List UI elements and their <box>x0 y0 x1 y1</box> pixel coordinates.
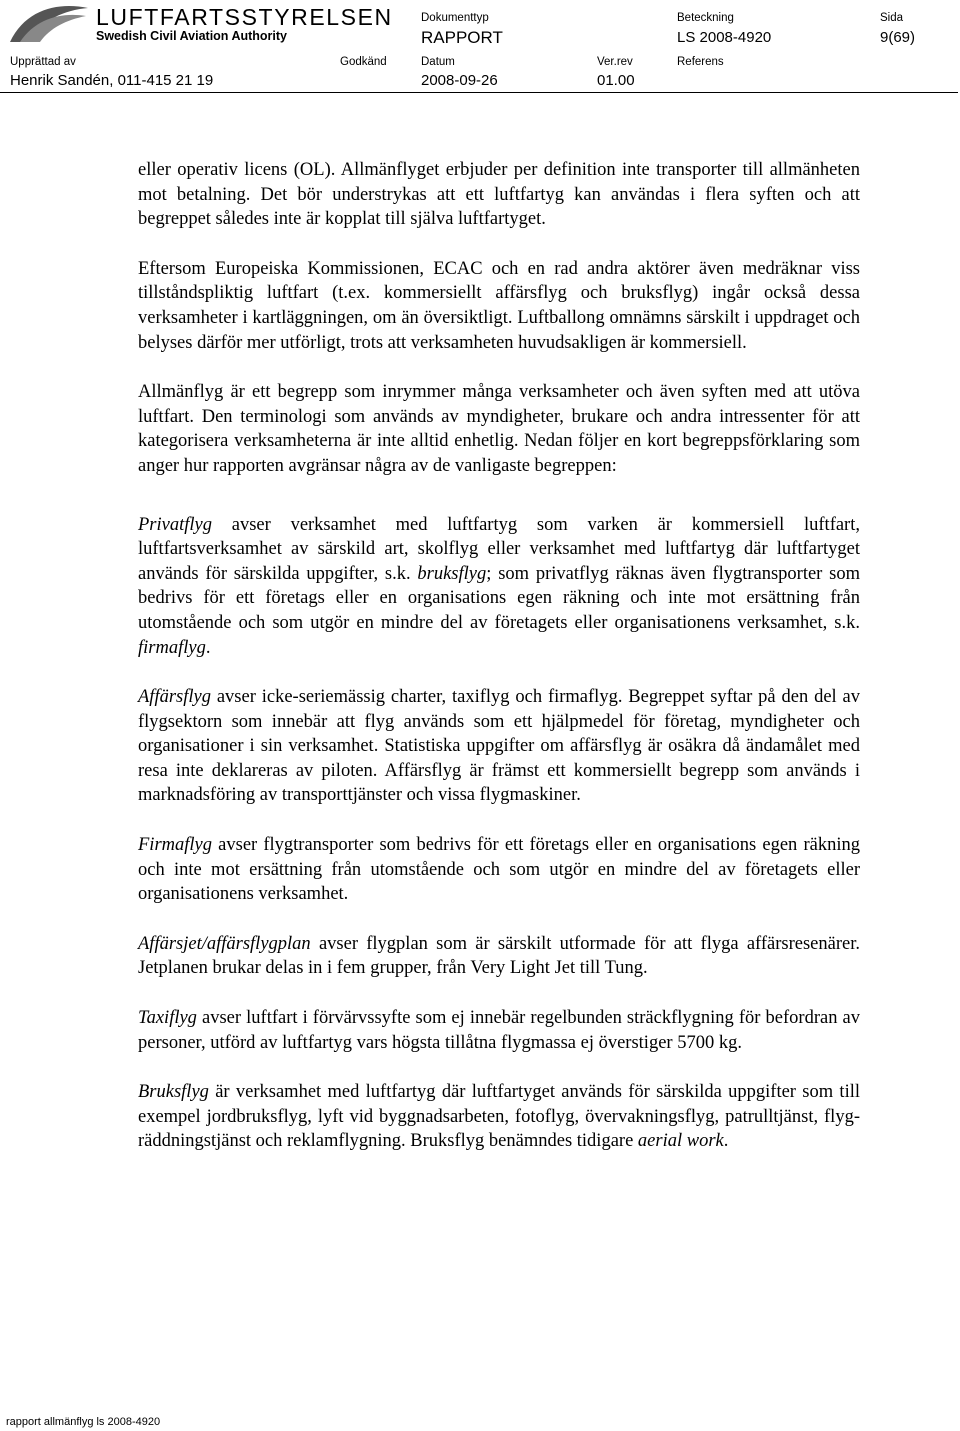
definition-text: avser luftfart i förvärvssyfte som ej innebär regelbunden sträckflygning för befordran av personer, utförd av luftfartyg vars högsta tillåtna flygmassa ej överstiger 5700 kg. <box>138 1008 860 1053</box>
definition-text: avser verksamhet med luftfartyg som varken är kommersiell luftfart, luftfartsverksamhet av särskild art, skolflyg eller verksamhet med luftfartyg där luftfartyget används för särskilda uppgifter, s.k. <box>138 514 860 584</box>
term-affarsjet: Affärsjet/affärsflygplan <box>138 933 311 954</box>
paragraph-3: Allmänflyg är ett begrepp som inrymmer många verksamheter och även syften med att utöva luftfart. Den terminologi som används av myndigheter, brukare och andra intressenter för att kategorisera verksamheterna är inte alltid enhetlig. Nedan följer en kort begreppsförklaring som anger hur rapporten avgränsar några av de vanligaste begreppen: <box>138 382 860 476</box>
designation-value: LS 2008-4920 <box>677 29 772 46</box>
doc-type-label: Dokumenttyp <box>421 12 489 24</box>
definition-text: . <box>723 1131 729 1152</box>
definition-text: avser flygtransporter som bedrivs för ett företags eller en organisations egen räkning och inte mot ersättning från utomstående och som utgör en mindre del av företagets eller organisationens verksamhet. <box>138 835 860 905</box>
paragraph-1: eller operativ licens (OL). Allmänflyget erbjuder per definition inte transporter till allmänheten mot betalning. Det bör understrykas att ett luftfartyg kan användas i flera syften och att begreppet således inte är kopplat till själva luftfartyget. <box>138 160 860 230</box>
header-divider <box>0 92 958 93</box>
term-firmaflyg-inline: firmaflyg <box>138 637 206 658</box>
definition-text: avser flygplan som är särskilt utformade för att flyga affärsresenärer. Jetplanen brukar delas in i fem grupper, från Very Light Jet till Tung. <box>138 933 860 979</box>
definition-text: avser icke-seriemässig charter, taxiflyg och firmaflyg. Begreppet syftar på den del av flygsektorn som innebär att flyg används som ett hjälpmedel för företag, myndigheter och organisationer i sin verksamhet. Statistiska uppgifter om affärsflyg är osäkra då ändamålet med resa inte deklareras av piloten. Affärsflyg är främst ett kommersiellt begrepp som används i marknadsföring av transporttjänster och vissa flygmaskiner. <box>138 687 860 806</box>
page-value: 9(69) <box>880 29 916 46</box>
date-label: Datum <box>421 56 455 68</box>
author-label: Upprättad av <box>10 56 76 68</box>
term-affarsflyg: Affärsflyg <box>138 687 211 708</box>
paragraph-2: Eftersom Europeiska Kommissionen, ECAC och en rad andra aktörer även medräknar viss tillståndspliktig luftfart (t.ex. kommersiellt affärsflyg och bruksflyg) ingår också dessa verksamheter i kartläggningen, om än översiktligt. Luftballong omnämns särskilt i uppdraget och belyses därför mer utförligt, trots att verksamheten huvudsakligen är kommersiell. <box>138 258 860 353</box>
paragraph-affarsflyg <box>138 685 860 808</box>
page-label: Sida <box>880 12 904 24</box>
term-firmaflyg: Firmaflyg <box>138 835 212 856</box>
paragraph-taxiflyg <box>138 1006 860 1055</box>
approved-label: Godkänd <box>340 56 387 68</box>
paragraph-privatflyg <box>138 513 860 661</box>
reference-label: Referens <box>677 56 724 68</box>
term-bruksflyg-inline: bruksflyg <box>417 563 487 584</box>
revision-value: 01.00 <box>597 72 635 89</box>
author-value: Henrik Sandén, 011-415 21 19 <box>10 72 214 89</box>
paragraph-firmaflyg <box>138 833 860 907</box>
term-taxiflyg: Taxiflyg <box>138 1008 197 1029</box>
term-bruksflyg: Bruksflyg <box>138 1082 209 1103</box>
wing-logo-icon <box>6 2 92 46</box>
definition-text: ; som privatflyg räknas även flygtransporter som bedrivs för ett företags eller en organisations egen räkning och inte mot ersättning från utomstående och som utgör en mindre del av företagets eller organisationens verksamhet, s.k. <box>138 563 860 633</box>
term-privatflyg: Privatflyg <box>138 514 212 535</box>
document-body <box>138 158 860 1179</box>
definition-text: är verksamhet med luftfartyg där luftfartyget används för särskilda uppgifter som till exempel jordbruksflyg, lyft vid byggnadsarbeten, fotoflyg, övervakningsflyg, patrulltjänst, flyg-räddningstjänst och reklamflygning. Bruksflyg benämndes tidigare <box>138 1082 860 1152</box>
logo-subtitle: Swedish Civil Aviation Authority <box>96 29 287 43</box>
logo-name: LUFTFARTSSTYRELSEN <box>96 4 393 30</box>
date-value: 2008-09-26 <box>421 72 498 89</box>
definition-text: . <box>205 637 211 658</box>
doc-type-value: RAPPORT <box>421 28 503 47</box>
page-footer: rapport allmänflyg ls 2008-4920 <box>6 1416 161 1428</box>
paragraph-affarsjet <box>138 932 860 981</box>
designation-label: Beteckning <box>677 12 734 24</box>
paragraph-bruksflyg <box>138 1080 860 1154</box>
document-header <box>0 0 960 100</box>
term-aerial-work: aerial work <box>637 1131 724 1152</box>
revision-label: Ver.rev <box>597 56 633 68</box>
authority-logo <box>6 2 393 46</box>
